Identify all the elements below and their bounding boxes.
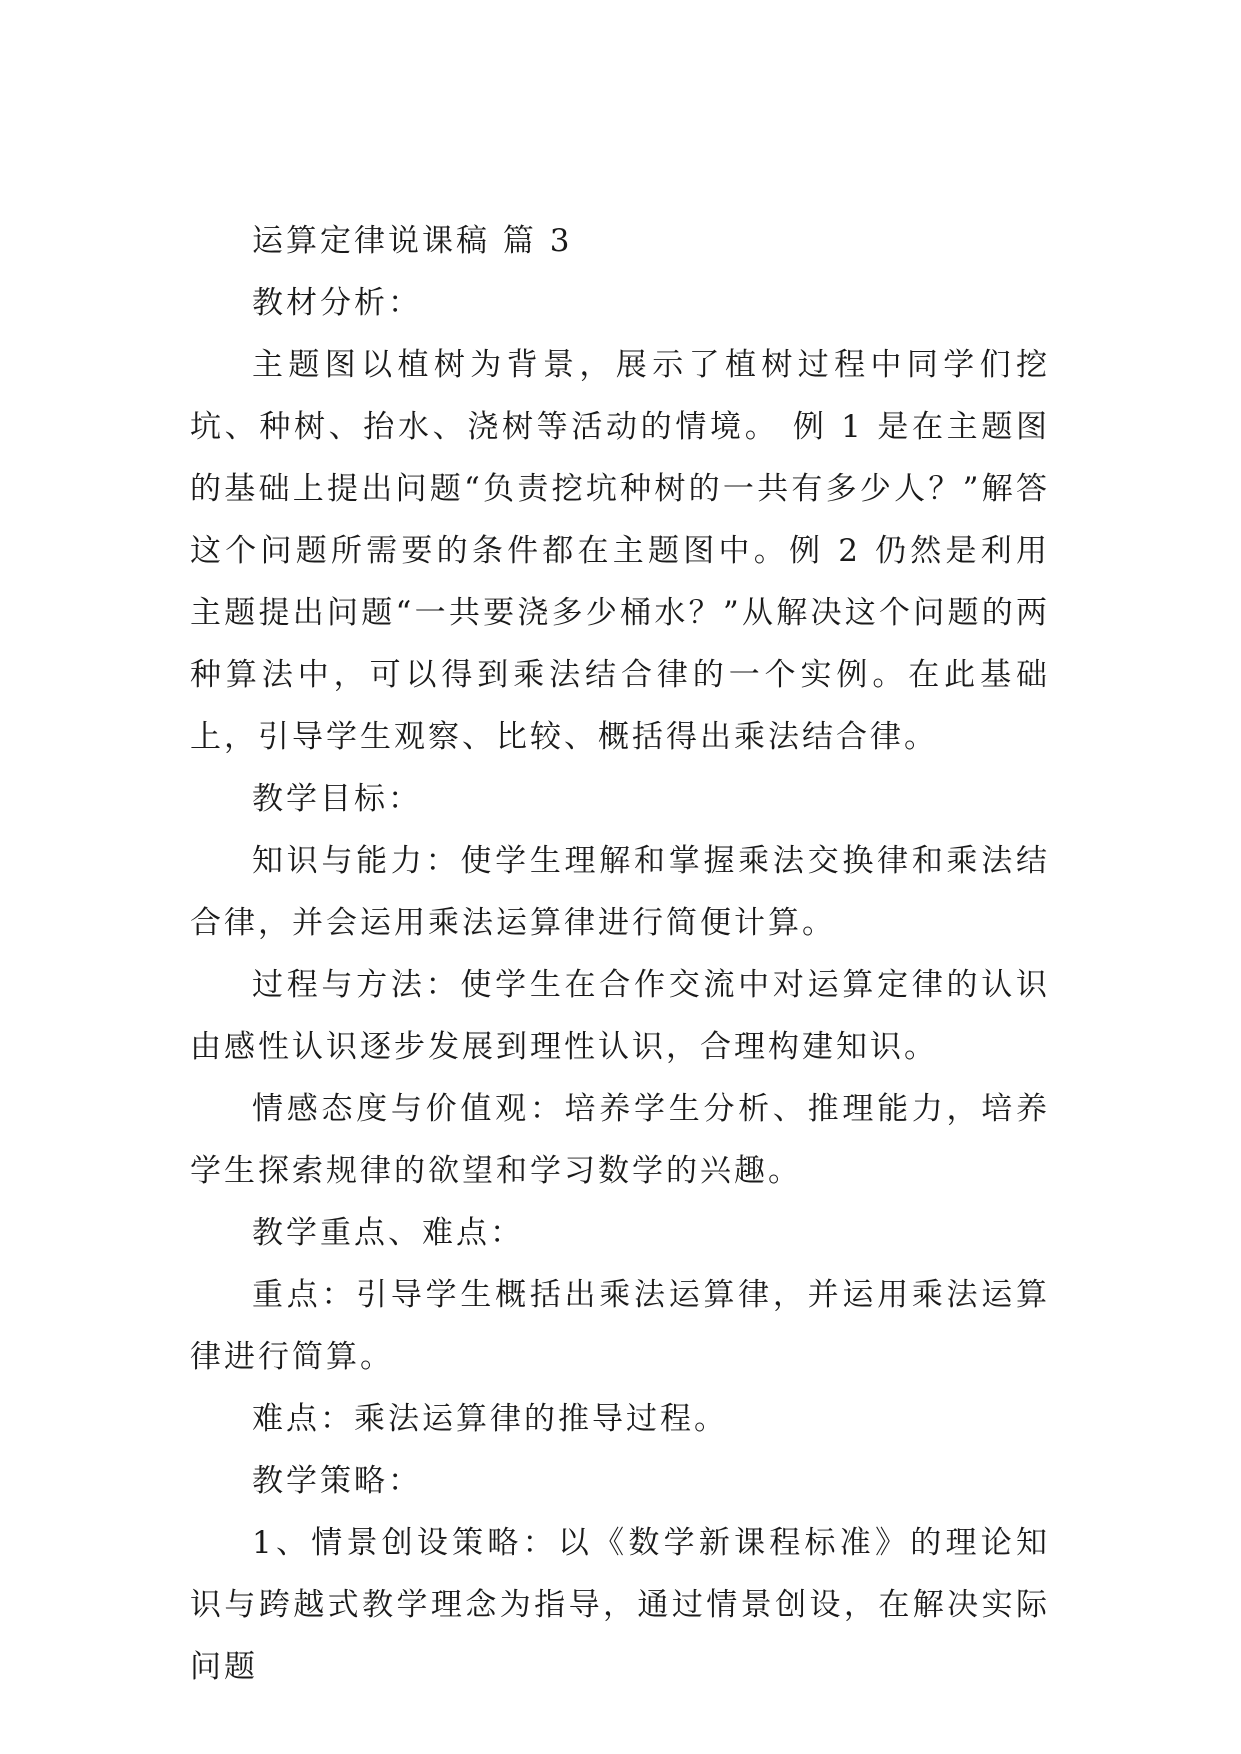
- document-title: 运算定律说课稿 篇 3: [252, 223, 573, 259]
- paragraph-textbook-analysis: 主题图以植树为背景，展示了植树过程中同学们挖坑、种树、抬水、浇树等活动的情境。 例 1 是在主题图的基础上提出问题“负责挖坑种树的一共有多少人？”解答这个问题所需要的条件都在主题图中。例 2 仍然是利用主题提出问题“一共要浇多少桶水？”从解决这个问题的两种算法中，可以得到乘法结合律的一个实例。在此基础上，引导学生观察、比较、概括得出乘法结合律。: [190, 347, 1050, 755]
- section-heading-teaching-strategy: 教学策略：: [252, 1463, 422, 1499]
- paragraph-difficult-point: 难点：乘法运算律的推导过程。: [252, 1401, 728, 1437]
- paragraph-process-method: 过程与方法：使学生在合作交流中对运算定律的认识由感性认识逐步发展到理性认识，合理构建知识。: [190, 967, 1050, 1065]
- paragraph-key-point: 重点：引导学生概括出乘法运算律，并运用乘法运算律进行简算。: [190, 1277, 1050, 1375]
- section-heading-teaching-goals: 教学目标：: [252, 781, 422, 817]
- section-heading-key-difficult-points: 教学重点、难点：: [252, 1215, 524, 1251]
- section-heading-textbook-analysis: 教材分析：: [252, 285, 422, 321]
- document-body: [190, 210, 1050, 1698]
- paragraph-knowledge-ability: 知识与能力：使学生理解和掌握乘法交换律和乘法结合律，并会运用乘法运算律进行简便计算。: [190, 843, 1050, 941]
- paragraph-emotion-values: 情感态度与价值观：培养学生分析、推理能力，培养学生探索规律的欲望和学习数学的兴趣。: [190, 1091, 1050, 1189]
- paragraph-strategy-1: 1、情景创设策略：以《数学新课程标准》的理论知识与跨越式教学理念为指导，通过情景创设，在解决实际问题: [190, 1525, 1050, 1685]
